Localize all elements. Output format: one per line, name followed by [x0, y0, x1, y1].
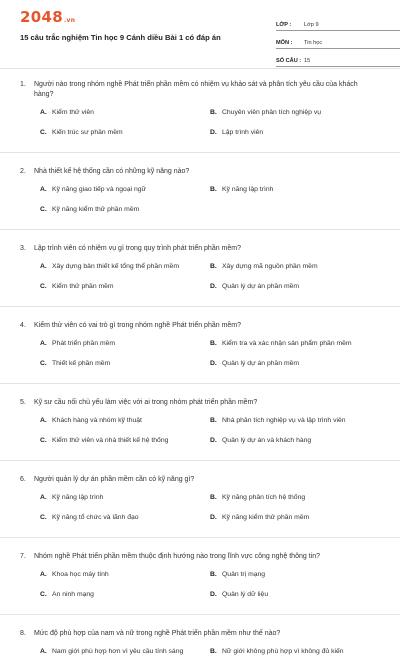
answer-options — [20, 339, 380, 379]
option-letter: D. — [210, 283, 217, 290]
option-letter: A. — [40, 648, 47, 655]
question-number: 4. — [20, 322, 26, 329]
question-item — [20, 167, 380, 230]
answer-option[interactable] — [40, 262, 210, 272]
option-text: Kỹ năng phân tích hệ thống — [222, 494, 306, 501]
question-text: Nhóm nghề Phát triển phần mềm thuộc định hướng nào trong lĩnh vực công nghệ thông tin? — [34, 553, 320, 560]
question-number: 3. — [20, 245, 26, 252]
answer-option[interactable] — [40, 416, 210, 426]
question-divider — [0, 306, 400, 307]
meta-value: Lớp 9 — [304, 22, 319, 28]
option-letter: C. — [40, 360, 47, 367]
option-letter: D. — [210, 360, 217, 367]
meta-value: Tin học — [304, 40, 323, 46]
option-text: Kiểm thử phần mềm — [52, 283, 114, 290]
question-number: 8. — [20, 630, 26, 637]
option-letter: C. — [40, 591, 47, 598]
answer-option[interactable] — [210, 513, 380, 523]
option-text: Chuyên viên phân tích nghiệp vụ — [222, 109, 322, 116]
question-divider — [0, 460, 400, 461]
question-number: 1. — [20, 81, 26, 88]
option-text: Quản trị mạng — [222, 571, 266, 578]
question-text: Người quản lý dự án phần mềm cần có kỹ năng gì? — [34, 476, 195, 483]
option-text: Kiến trúc sư phần mềm — [52, 129, 123, 136]
option-text: Kỹ năng lập trình — [52, 494, 104, 501]
question-text-row — [20, 321, 380, 331]
option-text: Kỹ năng lập trình — [222, 186, 274, 193]
answer-option[interactable] — [40, 570, 210, 580]
option-letter: A. — [40, 571, 47, 578]
answer-option[interactable] — [210, 185, 380, 195]
logo-sub-text: .vn — [63, 17, 76, 24]
option-letter: D. — [210, 437, 217, 444]
meta-key: LỚP : — [276, 22, 292, 28]
option-letter: B. — [210, 109, 217, 116]
question-text-row — [20, 552, 380, 562]
answer-options — [20, 493, 380, 533]
option-text: Quản lý dự án và khách hàng — [222, 437, 312, 444]
option-letter: A. — [40, 186, 47, 193]
question-item — [20, 398, 380, 461]
option-text: Khoa học máy tính — [52, 571, 109, 578]
question-item — [20, 629, 380, 667]
document-title: 15 câu trắc nghiệm Tin học 9 Cánh diều Bài 1 có đáp án — [20, 33, 221, 42]
question-text-row — [20, 80, 380, 100]
question-divider — [0, 537, 400, 538]
question-item — [20, 321, 380, 384]
meta-info-box — [276, 16, 400, 70]
question-divider — [0, 383, 400, 384]
question-text: Lập trình viên có nhiệm vụ gì trong quy trình phát triển phần mềm? — [34, 245, 242, 252]
option-text: Kỹ năng kiểm thử phần mềm — [52, 206, 140, 213]
option-text: Kiểm tra và xác nhận sản phẩm phần mềm — [222, 340, 352, 347]
meta-key: MÔN : — [276, 40, 293, 46]
question-text: Kỹ sư cầu nối chủ yếu làm việc với ai trong nhóm phát triển phần mềm? — [34, 399, 258, 406]
option-text: Kỹ năng kiểm thử phần mềm — [222, 514, 310, 521]
question-text: Kiểm thử viên có vai trò gì trong nhóm nghề Phát triển phần mềm? — [34, 322, 242, 329]
answer-option[interactable] — [210, 416, 380, 426]
answer-option[interactable] — [40, 590, 210, 600]
answer-option[interactable] — [210, 262, 380, 272]
option-text: Kiểm thử viên và nhà thiết kế hệ thống — [52, 437, 169, 444]
option-letter: D. — [210, 591, 217, 598]
option-letter: D. — [210, 129, 217, 136]
option-text: Xây dựng bản thiết kế tổng thể phần mềm — [52, 263, 179, 270]
answer-option[interactable] — [210, 590, 380, 600]
option-text: Quản lý dữ liệu — [222, 591, 269, 598]
document-header — [20, 0, 380, 62]
option-letter: A. — [40, 494, 47, 501]
option-text: Xây dựng mã nguồn phần mềm — [222, 263, 318, 270]
meta-row-class — [276, 16, 400, 31]
option-text: Thiết kế phần mềm — [52, 360, 111, 367]
answer-option[interactable] — [40, 359, 210, 369]
option-letter: A. — [40, 263, 47, 270]
option-text: Kỹ năng giao tiếp và ngoại ngữ — [52, 186, 147, 193]
question-text: Mức độ phù hợp của nam và nữ trong nghề Phát triển phần mềm như thế nào? — [34, 630, 281, 637]
answer-option[interactable] — [40, 647, 210, 657]
answer-option[interactable] — [40, 339, 210, 349]
question-text-row — [20, 244, 380, 254]
answer-option[interactable] — [40, 128, 210, 138]
answer-option[interactable] — [210, 339, 380, 349]
option-text: An ninh mạng — [52, 591, 94, 598]
question-number: 2. — [20, 168, 26, 175]
option-letter: A. — [40, 417, 47, 424]
site-logo[interactable] — [20, 8, 75, 26]
option-text: Quản lý dự án phần mềm — [222, 283, 300, 290]
option-letter: B. — [210, 340, 217, 347]
option-letter: A. — [40, 340, 47, 347]
answer-options — [20, 570, 380, 610]
answer-options — [20, 108, 380, 148]
answer-option[interactable] — [40, 282, 210, 292]
option-letter: B. — [210, 186, 217, 193]
option-text: Nữ giới không phù hợp vì không đủ kiến — [222, 648, 344, 655]
option-letter: B. — [210, 648, 217, 655]
answer-options — [20, 185, 380, 225]
answer-option[interactable] — [40, 436, 210, 446]
option-letter: C. — [40, 514, 47, 521]
logo-main-text: 2048 — [20, 8, 63, 26]
meta-row-count — [276, 52, 400, 67]
question-number: 7. — [20, 553, 26, 560]
question-text-row — [20, 167, 380, 177]
option-letter: B. — [210, 417, 217, 424]
option-letter: B. — [210, 571, 217, 578]
answer-option[interactable] — [210, 108, 380, 118]
answer-option[interactable] — [210, 647, 380, 657]
question-text-row — [20, 398, 380, 408]
option-text: Nam giới phù hợp hơn vì yêu cầu tính sáng — [52, 648, 184, 655]
meta-row-subject — [276, 34, 400, 49]
answer-option[interactable] — [210, 282, 380, 292]
option-text: Lập trình viên — [222, 129, 264, 136]
question-list — [20, 80, 380, 667]
answer-option[interactable] — [210, 436, 380, 446]
answer-option[interactable] — [40, 493, 210, 503]
header-divider — [0, 68, 400, 69]
question-divider — [0, 229, 400, 230]
question-text-row — [20, 475, 380, 485]
option-letter: C. — [40, 437, 47, 444]
answer-options — [20, 262, 380, 302]
question-divider — [0, 152, 400, 153]
question-item — [20, 552, 380, 615]
question-item — [20, 244, 380, 307]
question-text: Nhà thiết kế hệ thống cần có những kỹ năng nào? — [34, 168, 190, 175]
option-text: Khách hàng và nhóm kỹ thuật — [52, 417, 142, 424]
meta-value: 15 — [304, 58, 311, 64]
answer-option[interactable] — [210, 493, 380, 503]
option-text: Phát triển phần mềm — [52, 340, 116, 347]
question-number: 6. — [20, 476, 26, 483]
answer-option[interactable] — [40, 185, 210, 195]
option-letter: C. — [40, 206, 47, 213]
option-text: Kiểm thử viên — [52, 109, 94, 116]
answer-option[interactable] — [210, 359, 380, 369]
question-item — [20, 80, 380, 153]
answer-option[interactable] — [40, 513, 210, 523]
answer-options — [20, 416, 380, 456]
question-text: Người nào trong nhóm nghề Phát triển phần mềm có nhiệm vụ khảo sát và phân tích yêu cầu của khách hàng? — [34, 81, 358, 98]
option-letter: B. — [210, 494, 217, 501]
answer-options — [20, 647, 380, 667]
option-text: Nhà phân tích nghiệp vụ và lập trình viên — [222, 417, 346, 424]
option-letter: C. — [40, 283, 47, 290]
question-divider — [0, 614, 400, 615]
answer-option[interactable] — [210, 128, 380, 138]
question-number: 5. — [20, 399, 26, 406]
question-item — [20, 475, 380, 538]
option-letter: C. — [40, 129, 47, 136]
answer-option[interactable] — [210, 570, 380, 580]
option-text: Quản lý dự án phần mềm — [222, 360, 300, 367]
meta-key: SỐ CÂU : — [276, 58, 302, 64]
option-letter: B. — [210, 263, 217, 270]
answer-option[interactable] — [40, 108, 210, 118]
answer-option[interactable] — [40, 205, 210, 215]
option-letter: D. — [210, 514, 217, 521]
option-letter: A. — [40, 109, 47, 116]
question-text-row — [20, 629, 380, 639]
option-text: Kỹ năng tổ chức và lãnh đạo — [52, 514, 139, 521]
